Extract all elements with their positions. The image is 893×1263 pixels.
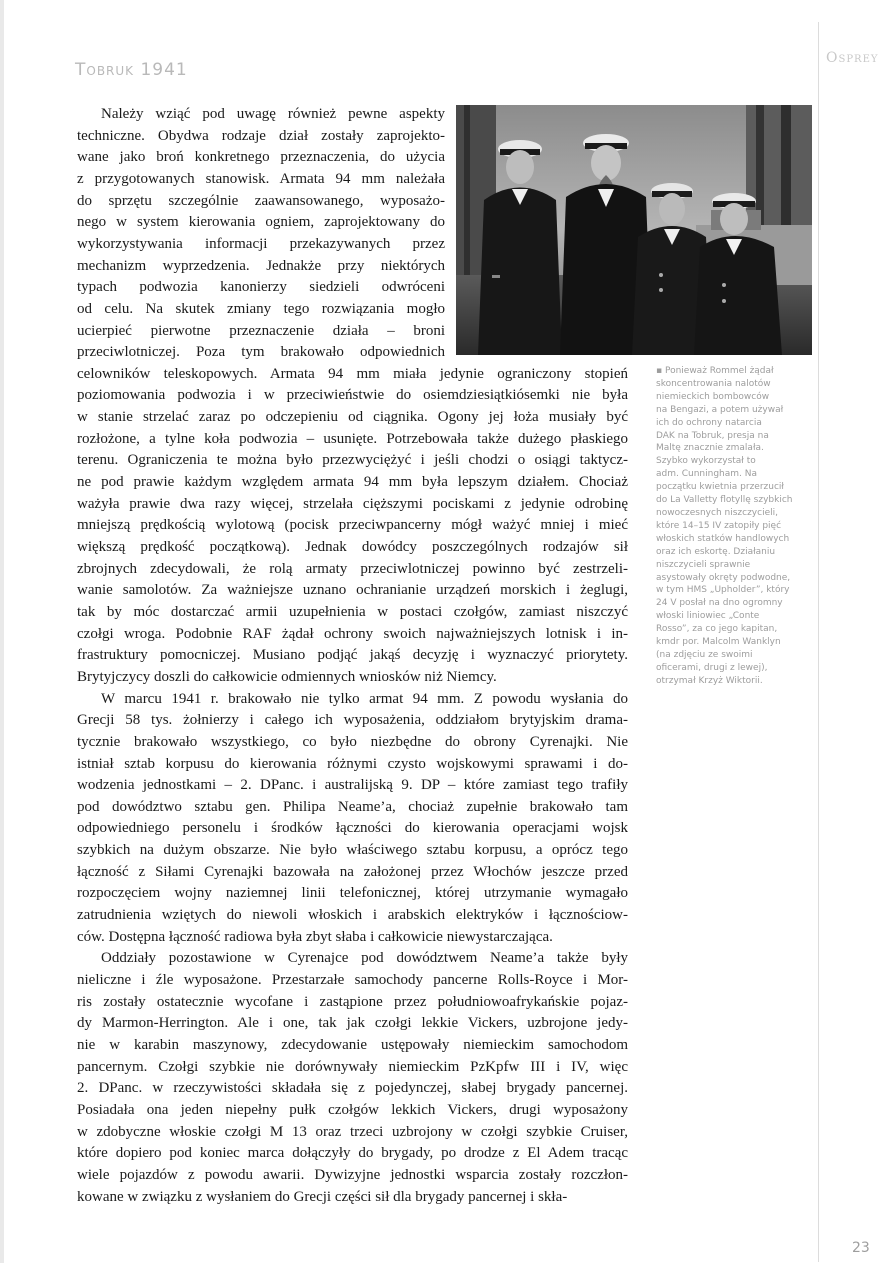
text-line: typach podwozia kanonierzy siedzieli odwróceni: [77, 279, 445, 295]
text-line: pod dowództwo sztabu gen. Philipa Neame’a, chociaż zupełnie brakowało tam: [77, 799, 628, 815]
text-line: czołgi wroga. Podobnie RAF żądał ochrony swoich najważniejszych lotnisk i in-: [77, 626, 628, 642]
caption-line: (na zdjęciu ze swoimi: [656, 649, 753, 660]
text-line: przeciwlotniczej. Poza tym brakowało odpowiednich: [77, 344, 445, 360]
page-edge: [0, 0, 4, 1263]
caption-line: otrzymał Krzyż Wiktorii.: [656, 675, 763, 686]
text-line: terenu. Ograniczenia te można było przezwyciężyć i jeśli chodzi o osiągi taktycz-: [77, 452, 628, 468]
text-line: łączność z Siłami Cyrenajki bazowała na założonej przez Włochów jeszcze przed: [77, 864, 628, 880]
text-line: wykorzystywania informacji przekazywanych przez: [77, 236, 445, 252]
caption-line: na Bengazi, a potem używał: [656, 404, 784, 415]
text-line: ucierpieć pierwotne przeznaczenie działa – broni: [77, 323, 445, 339]
text-line: szybkich na dużym obszarze. Nie było właściwego sztabu korpusu, a oprócz tego: [77, 842, 628, 858]
caption-line: niemieckich bombowców: [656, 391, 770, 402]
text-line: w zdobyczne włoskie czołgi M 13 oraz trzeci uzbrojony w czołgi szybkie Cruiser,: [77, 1124, 628, 1140]
text-line: zbrojnych zdecydowali, że rolą armaty przeciwlotniczej powinno być zestrzeli-: [77, 561, 628, 577]
text-line: 2. DPanc. w rzeczywistości składała się z pojedynczej, słabej brygady pancernej.: [77, 1080, 628, 1096]
text-line: ris zostały ostatecznie wycofane i zastąpione przez południowoafrykańskie pojaz-: [77, 994, 628, 1010]
caption-line: kmdr por. Malcolm Wanklyn: [656, 637, 781, 648]
text-line: wanie samolotów. Za ważniejsze uznano ochranianie urządzeń morskich i żeglugi,: [77, 582, 628, 598]
photo-caption: [656, 365, 818, 688]
text-line: mechanizm wyprzedzenia. Jednakże przy niektórych: [77, 258, 445, 274]
text-line: dy Marmon-Herrington. Ale i one, tak jak czołgi lekkie Vickers, uzbrojone jedy-: [77, 1015, 628, 1031]
caption-line: włoskich statków handlowych: [656, 533, 790, 544]
text-line: Grecji 58 tys. żołnierzy i całego ich wyposażenia, oddziałom brytyjskim drama-: [77, 712, 628, 728]
text-line: Oddziały pozostawione w Cyrenajce pod dowództwem Neame’a także były: [101, 950, 628, 966]
text-line: Posiadała ona jeden niepełny pułk czołgów lekkich Vickers, drugi wyposażony: [77, 1102, 628, 1118]
text-line: ważyła prawie dwa razy więcej, strzelała cięższymi pociskami z jedynie odrobinę: [77, 496, 628, 512]
caption-line: DAK na Tobruk, presja na: [656, 430, 769, 441]
text-line: nie w karabin maszynowy, zdecydowanie ustępowały niemieckim samochodom: [77, 1037, 628, 1053]
text-line: poziomowania podwozia i w przeciwieństwie do osiemdziesiątkiósemki nie była: [77, 387, 628, 403]
caption-line: oficerami, drugi z lewej),: [656, 662, 768, 673]
text-line: które dopiero pod koniec marca dołączyły do brygady, po drodze z El Adem tracąc: [77, 1145, 628, 1161]
caption-line: do La Valletty flotyllę szybkich: [656, 495, 793, 506]
photograph-of-four-naval-officers-icon: [456, 105, 812, 355]
text-line: frastruktury pomocniczej. Musiano podjąć jakąś decyzję i wyznaczyć priorytety.: [77, 647, 628, 663]
caption-line: oraz ich eskortę. Działaniu: [656, 546, 776, 557]
caption-line: w tym HMS „Upholder”, który: [656, 585, 790, 596]
caption-line: skoncentrowania nalotów: [656, 378, 771, 389]
caption-line: które 14–15 IV zatopiły pięć: [656, 520, 782, 531]
text-line: celowników teleskopowych. Armata 94 mm miała jedynie ograniczony stopień: [77, 366, 628, 382]
caption-line: niszczycieli sprawnie: [656, 559, 751, 570]
text-line: większą prędkość początkową). Jednak dowódcy poszczególnych rodzajów sił: [77, 539, 628, 555]
margin-rule: [818, 22, 819, 1262]
text-line: techniczne. Obydwa rodzaje dział zostały zaprojekto-: [77, 128, 445, 144]
text-line: od celu. Na skutek zmiany tego rozwiązania mogło: [77, 301, 445, 317]
caption-line: ich do ochrony natarcia: [656, 417, 762, 428]
text-line: odpowiedniego personelu i środków łączności do kierowania operacjami wojsk: [77, 820, 628, 836]
caption-line: nowoczesnych niszczycieli,: [656, 507, 778, 518]
caption-line: początku kwietnia przerzucił: [656, 482, 784, 493]
publisher-logo: Osprey: [826, 50, 879, 66]
text-line: nieliczne i źle wyposażone. Przestarzałe samochody pancerne Rolls-Royce i Mor-: [77, 972, 628, 988]
text-line: ne pod prawie każdym względem armata 94 mm była lepszym działem. Chociaż: [77, 474, 628, 490]
text-line: rozłożone, a tylne koła podwozia – usunięte. Potrzebowała także dużego płaskiego: [77, 431, 628, 447]
page-number: 23: [852, 1240, 870, 1256]
publisher-logo-subline: [835, 68, 893, 73]
caption-line: 24 V posłał na dno ogromny: [656, 598, 783, 609]
running-title: Tobruk 1941: [75, 60, 188, 80]
text-line: Należy wziąć pod uwagę również pewne aspekty: [101, 106, 445, 122]
text-line: nego w system kierowania ogniem, zaprojektowany do: [77, 214, 445, 230]
text-line: pancernym. Czołgi szybkie nie dorównywały niemieckim PzKpfw III i IV, więc: [77, 1059, 628, 1075]
text-line: tycznie brakowało wszystkiego, co było niezbędne do obrony Cyrenajki. Nie: [77, 734, 628, 750]
text-line: w stanie strzelać zaraz po odczepieniu od ciągnika. Ogony jej łoża musiały być: [77, 409, 628, 425]
caption-line: asystowały okręty podwodne,: [656, 572, 791, 583]
text-line: zatrudnienia wziętych do niewoli włoskich i arabskich elektryków i łącznościow-: [77, 907, 628, 923]
caption-line: adm. Cunningham. Na: [656, 469, 757, 480]
caption-line: Maltę znacznie zmalała.: [656, 443, 764, 454]
caption-line: Rosso”, za co jego kapitan,: [656, 624, 778, 635]
text-line: W marcu 1941 r. brakowało nie tylko armat 94 mm. Z powodu wysłania do: [101, 691, 628, 707]
text-line: wiele pojazdów z powodu awarii. Dywizyjne jednostki wsparcia zostały rozczłon-: [77, 1167, 628, 1183]
text-line: rozpoczęciem wojny naziemnej linii telefonicznej, której utrzymanie wymagało: [77, 885, 628, 901]
text-line: kowane w związku z wysłaniem do Grecji części sił dla brygady pancernej i skła-: [77, 1189, 568, 1205]
text-line: wane jako broń konkretnego przeznaczenia, do użycia: [77, 149, 445, 165]
text-line: do sprzętu szczególnie zaawansowanego, wyposażo-: [77, 193, 445, 209]
text-line: tak by móc dostarczać armii uzupełnienia w postaci czołgów, zamiast niszczyć: [77, 604, 628, 620]
text-line: ców. Dostępna łączność radiowa była zbyt słaba i całkowicie niewystarczająca.: [77, 929, 553, 945]
caption-line: ▪ Ponieważ Rommel żądał: [656, 366, 774, 376]
text-line: mniejszą prędkością wylotową (pocisk przeciwpancerny mógł ważyć mniej i mieć: [77, 517, 628, 533]
text-line: z przygotowanych stanowisk. Armata 94 mm należała: [77, 171, 445, 187]
text-line: Brytyjczycy doszli do całkowicie odmiennych wniosków niż Niemcy.: [77, 669, 497, 685]
text-line: istniał sztab korpusu do kierowania różnymi czysto wojskowymi sprawami i do-: [77, 756, 628, 772]
caption-line: włoski liniowiec „Conte: [656, 611, 760, 622]
caption-line: Szybko wykorzystał to: [656, 456, 756, 467]
text-line: wodzenia jednostkami – 2. DPanc. i australijską 9. DP – które zamiast tego trafiły: [77, 777, 628, 793]
